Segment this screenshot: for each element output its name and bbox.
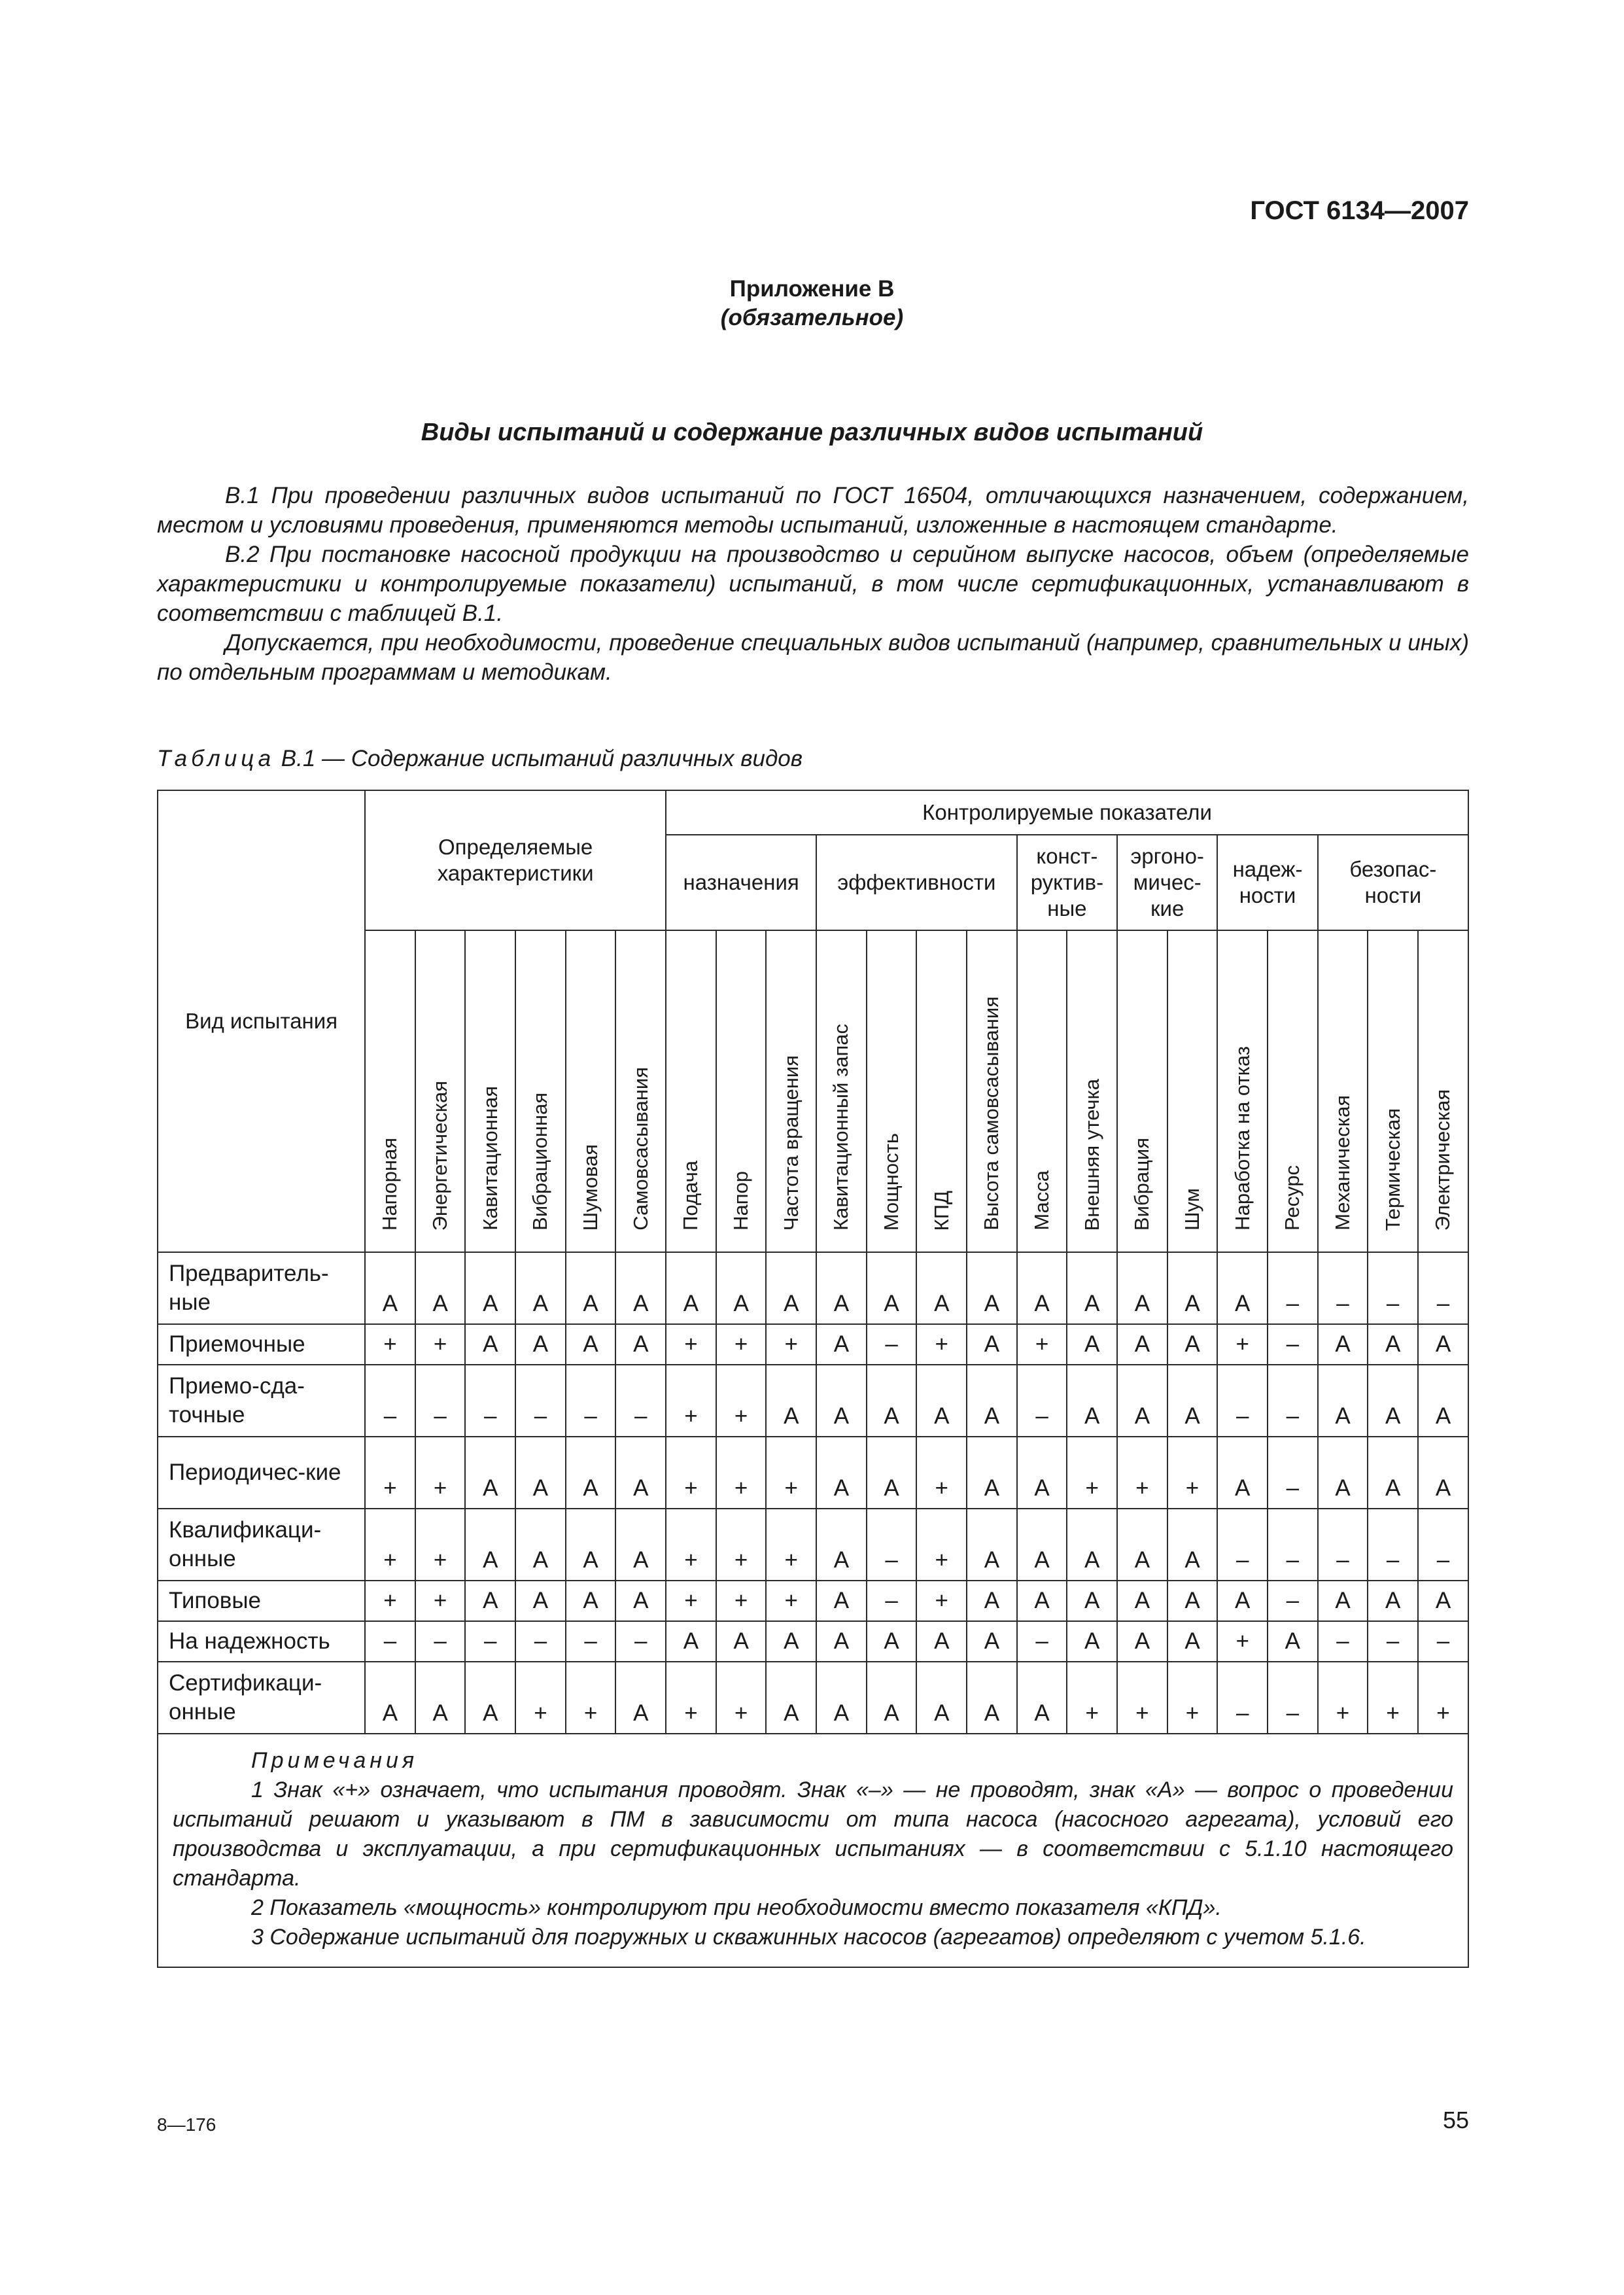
column-header-label: Вибрационная — [528, 1093, 552, 1231]
table-cell: А — [816, 1324, 867, 1365]
column-header — [766, 930, 816, 1252]
table-cell: + — [666, 1365, 716, 1437]
table-cell: – — [1217, 1509, 1268, 1581]
table-cell: А — [1167, 1252, 1218, 1324]
table-cell: + — [415, 1509, 466, 1581]
table-cell: – — [365, 1621, 415, 1662]
table-cell: А — [1067, 1621, 1117, 1662]
row-test-type: Типовые — [158, 1581, 365, 1621]
table-cell: – — [1268, 1662, 1318, 1734]
table-cell: А — [566, 1252, 616, 1324]
row-test-type: Приемо-сда-точные — [158, 1365, 365, 1437]
group-controlled: Контролируемые показатели — [666, 790, 1468, 835]
table-cell: А — [415, 1662, 466, 1734]
table-cell: – — [465, 1365, 515, 1437]
table-cell: + — [365, 1324, 415, 1365]
table-cell: А — [1067, 1324, 1117, 1365]
table-cell: А — [566, 1509, 616, 1581]
table-cell: А — [1418, 1437, 1468, 1509]
column-header — [1268, 930, 1318, 1252]
table-row — [158, 1437, 1468, 1509]
subgroup-reliability: надеж-ности — [1217, 835, 1317, 930]
table-cell: + — [1017, 1324, 1067, 1365]
table-cell: А — [465, 1252, 515, 1324]
table-cell: А — [916, 1621, 967, 1662]
table-cell: – — [1017, 1365, 1067, 1437]
table-cell: + — [766, 1509, 816, 1581]
table-cell: – — [465, 1621, 515, 1662]
table-cell: А — [615, 1509, 666, 1581]
table-cell: А — [1017, 1252, 1067, 1324]
column-header — [515, 930, 566, 1252]
table-cell: – — [1217, 1662, 1268, 1734]
table-cell: А — [1167, 1509, 1218, 1581]
table-cell: А — [465, 1509, 515, 1581]
table-cell: – — [515, 1621, 566, 1662]
table-cell: + — [916, 1581, 967, 1621]
table-cell: + — [916, 1509, 967, 1581]
table-cell: – — [1268, 1581, 1318, 1621]
table-cell: – — [1418, 1509, 1468, 1581]
table-cell: – — [615, 1621, 666, 1662]
column-header-label: Частота вращения — [779, 1055, 803, 1231]
table-cell: А — [816, 1662, 867, 1734]
table-row — [158, 1509, 1468, 1581]
table-cell: А — [465, 1662, 515, 1734]
table-cell: А — [967, 1509, 1017, 1581]
table-cell: – — [1318, 1509, 1368, 1581]
table-cell: А — [967, 1581, 1017, 1621]
tests-table — [157, 790, 1469, 1968]
column-header — [1368, 930, 1418, 1252]
table-cell: – — [415, 1621, 466, 1662]
column-header-label: Шумовая — [579, 1144, 602, 1231]
table-cell: + — [716, 1437, 767, 1509]
table-cell: А — [1318, 1324, 1368, 1365]
table-cell: – — [1318, 1621, 1368, 1662]
row-test-type: На надежность — [158, 1621, 365, 1662]
table-cell: А — [916, 1662, 967, 1734]
table-cell: + — [566, 1662, 616, 1734]
table-cell: А — [615, 1324, 666, 1365]
table-cell: А — [916, 1252, 967, 1324]
table-cell: А — [1067, 1365, 1117, 1437]
column-header — [1017, 930, 1067, 1252]
table-cell: А — [566, 1324, 616, 1365]
table-cell: + — [365, 1509, 415, 1581]
table-cell: + — [1318, 1662, 1368, 1734]
column-header — [566, 930, 616, 1252]
note-3: 3 Содержание испытаний для погружных и скважинных насосов (агрегатов) определяют с учетом 5.1.6. — [251, 1925, 1366, 1950]
table-cell: А — [1017, 1662, 1067, 1734]
column-header — [1418, 930, 1468, 1252]
table-cell: + — [716, 1662, 767, 1734]
table-cell: А — [716, 1621, 767, 1662]
table-cell: А — [967, 1324, 1017, 1365]
table-cell: А — [666, 1621, 716, 1662]
table-cell: + — [666, 1324, 716, 1365]
table-cell: А — [566, 1581, 616, 1621]
table-cell: А — [967, 1252, 1017, 1324]
table-cell: А — [515, 1252, 566, 1324]
table-cell: – — [615, 1365, 666, 1437]
table-caption-word: Таблица — [157, 746, 275, 771]
column-header-label: Напор — [729, 1171, 753, 1231]
table-cell: А — [816, 1365, 867, 1437]
row-test-type: Квалификаци-онные — [158, 1509, 365, 1581]
table-cell: + — [365, 1437, 415, 1509]
table-cell: + — [716, 1324, 767, 1365]
column-header — [465, 930, 515, 1252]
column-header-label: Термическая — [1381, 1108, 1404, 1231]
table-cell: А — [1368, 1437, 1418, 1509]
table-row — [158, 1662, 1468, 1734]
table-cell: – — [566, 1621, 616, 1662]
table-cell: – — [1418, 1621, 1468, 1662]
table-cell: + — [415, 1324, 466, 1365]
table-cell: – — [365, 1365, 415, 1437]
paragraph-b1: В.1 При проведении различных видов испытаний по ГОСТ 16504, отличающихся назначением, содержанием, местом и условиями проведения, применяются методы испытаний, изложенные в настоящем стандарте. — [157, 483, 1469, 538]
table-cell: А — [1368, 1365, 1418, 1437]
table-cell: + — [716, 1365, 767, 1437]
annex-status: (обязательное) — [720, 305, 904, 330]
table-cell: А — [1217, 1437, 1268, 1509]
table-cell: А — [1368, 1581, 1418, 1621]
subgroup-purpose: назначения — [666, 835, 816, 930]
column-header — [415, 930, 466, 1252]
table-cell: А — [415, 1252, 466, 1324]
table-cell: А — [1217, 1581, 1268, 1621]
table-cell: – — [1418, 1252, 1468, 1324]
table-cell: А — [816, 1621, 867, 1662]
table-cell: А — [716, 1252, 767, 1324]
table-cell: + — [716, 1509, 767, 1581]
print-code: 8—176 — [157, 2114, 216, 2135]
column-header-label: Самовсасывания — [629, 1067, 652, 1231]
note-2: 2 Показатель «мощность» контролируют при необходимости вместо показателя «КПД». — [251, 1895, 1222, 1920]
table-cell: А — [967, 1437, 1017, 1509]
column-header — [365, 930, 415, 1252]
table-cell: А — [1117, 1252, 1167, 1324]
column-header-label: Ресурс — [1281, 1165, 1304, 1231]
table-cell: + — [1418, 1662, 1468, 1734]
column-header-label: Внешняя утечка — [1080, 1078, 1103, 1231]
row-test-type: Периодичес-кие — [158, 1437, 365, 1509]
subgroup-ergonomic: эргоно-мичес-кие — [1117, 835, 1217, 930]
table-cell: А — [816, 1437, 867, 1509]
table-cell: А — [867, 1252, 917, 1324]
column-header — [666, 930, 716, 1252]
table-cell: А — [766, 1621, 816, 1662]
table-row — [158, 1252, 1468, 1324]
table-cell: – — [1017, 1621, 1067, 1662]
group-defined: Определяемые характеристики — [365, 790, 666, 930]
table-cell: А — [867, 1437, 917, 1509]
table-cell: А — [1117, 1509, 1167, 1581]
table-cell: + — [666, 1437, 716, 1509]
table-cell: А — [766, 1365, 816, 1437]
column-header — [1167, 930, 1218, 1252]
table-cell: А — [515, 1509, 566, 1581]
table-cell: – — [867, 1324, 917, 1365]
column-header-label: Масса — [1030, 1170, 1054, 1231]
table-caption-text: В.1 — Содержание испытаний различных видов — [275, 746, 803, 771]
table-cell: А — [515, 1437, 566, 1509]
table-cell: + — [365, 1581, 415, 1621]
table-cell: – — [566, 1365, 616, 1437]
table-cell: + — [666, 1581, 716, 1621]
table-cell: + — [1217, 1621, 1268, 1662]
table-cell: А — [615, 1252, 666, 1324]
column-header-label: Наработка на отказ — [1230, 1046, 1254, 1231]
annex-title: Виды испытаний и содержание различных видов испытаний — [421, 419, 1203, 446]
column-header — [716, 930, 767, 1252]
annex-heading — [0, 275, 1624, 332]
subgroup-safety: безопас-ности — [1318, 835, 1468, 930]
table-cell: А — [816, 1252, 867, 1324]
table-cell: А — [816, 1581, 867, 1621]
table-cell: А — [1318, 1581, 1368, 1621]
table-cell: А — [615, 1437, 666, 1509]
annex-label: Приложение В — [729, 276, 895, 302]
table-cell: А — [867, 1621, 917, 1662]
column-header — [816, 930, 867, 1252]
table-cell: А — [1017, 1509, 1067, 1581]
table-cell: А — [1418, 1581, 1468, 1621]
table-cell: – — [1268, 1324, 1318, 1365]
table-cell: А — [515, 1581, 566, 1621]
table-cell: А — [365, 1252, 415, 1324]
table-cell: А — [916, 1365, 967, 1437]
table-cell: – — [1268, 1365, 1318, 1437]
table-cell: – — [515, 1365, 566, 1437]
column-header — [967, 930, 1017, 1252]
subgroup-efficiency: эффективности — [816, 835, 1017, 930]
table-cell: А — [967, 1365, 1017, 1437]
subgroup-design: конст-руктив-ные — [1017, 835, 1117, 930]
table-cell: А — [465, 1437, 515, 1509]
column-header — [1067, 930, 1117, 1252]
table-cell: А — [867, 1662, 917, 1734]
table-cell: – — [1318, 1252, 1368, 1324]
column-header — [1117, 930, 1167, 1252]
column-header-label: Энергетическая — [428, 1080, 452, 1231]
table-cell: + — [1117, 1662, 1167, 1734]
table-cell: А — [1017, 1437, 1067, 1509]
column-header-label: Шум — [1181, 1188, 1204, 1231]
note-1: 1 Знак «+» означает, что испытания проводят. Знак «–» — не проводят, знак «А» — вопрос о проведении испытаний решают и указывают в ПМ в зависимости от типа насоса (насосного агрегата), условий его производства и эксплуатации, а при сертификационных испытаниях — в соответствии с 5.1.10 настоящего стандарта. — [173, 1778, 1453, 1891]
table-cell: + — [1067, 1662, 1117, 1734]
table-cell: А — [1318, 1437, 1368, 1509]
table-cell: + — [1067, 1437, 1117, 1509]
column-header-label: Вибрация — [1130, 1137, 1154, 1231]
column-header-label: КПД — [929, 1190, 953, 1231]
column-header — [615, 930, 666, 1252]
table-cell: + — [916, 1324, 967, 1365]
table-cell: А — [615, 1662, 666, 1734]
table-cell: – — [415, 1365, 466, 1437]
table-cell: + — [766, 1324, 816, 1365]
column-header — [867, 930, 917, 1252]
column-header-label: Мощность — [880, 1132, 903, 1231]
table-row — [158, 1324, 1468, 1365]
column-header-label: Высота самовсасывания — [980, 996, 1003, 1231]
table-cell: – — [1268, 1252, 1318, 1324]
table-cell: А — [1167, 1581, 1218, 1621]
paragraph-b2: В.2 При постановке насосной продукции на производство и серийном выпуске насосов, объем (определяемые характеристики и контролируемые показатели) испытаний, в том числе сертификационных, устанавливают в соответствии с таблицей В.1. — [157, 542, 1469, 626]
table-cell: А — [1217, 1252, 1268, 1324]
table-cell: А — [1368, 1324, 1418, 1365]
row-test-type: Сертификаци-онные — [158, 1662, 365, 1734]
table-cell: – — [1217, 1365, 1268, 1437]
table-cell: А — [867, 1365, 917, 1437]
row-test-type: Приемочные — [158, 1324, 365, 1365]
table-cell: А — [465, 1324, 515, 1365]
table-notes — [158, 1734, 1468, 1967]
intro-text — [157, 481, 1469, 687]
table-cell: + — [515, 1662, 566, 1734]
table-cell: + — [916, 1437, 967, 1509]
table-cell: + — [1167, 1437, 1218, 1509]
table-cell: + — [1167, 1662, 1218, 1734]
column-header-label: Электрическая — [1431, 1089, 1455, 1231]
table-cell: + — [1217, 1324, 1268, 1365]
table-cell: – — [1368, 1621, 1418, 1662]
notes-heading: Примечания — [251, 1748, 419, 1773]
table-cell: А — [1418, 1365, 1468, 1437]
table-cell: А — [465, 1581, 515, 1621]
table-cell: А — [1117, 1621, 1167, 1662]
table-cell: А — [1067, 1581, 1117, 1621]
column-header — [1318, 930, 1368, 1252]
table-cell: А — [1117, 1324, 1167, 1365]
table-cell: – — [867, 1509, 917, 1581]
table-cell: + — [666, 1662, 716, 1734]
table-cell: – — [1368, 1509, 1418, 1581]
table-cell: – — [867, 1581, 917, 1621]
table-cell: А — [1067, 1509, 1117, 1581]
table-row — [158, 1365, 1468, 1437]
row-header: Вид испытания — [158, 790, 365, 1252]
table-cell: А — [766, 1662, 816, 1734]
table-cell: А — [1117, 1581, 1167, 1621]
table-cell: А — [1167, 1621, 1218, 1662]
column-header-label: Подача — [679, 1161, 702, 1231]
table-cell: – — [1268, 1437, 1318, 1509]
table-cell: А — [666, 1252, 716, 1324]
table-cell: + — [766, 1437, 816, 1509]
table-cell: А — [1418, 1324, 1468, 1365]
column-header-label: Кавитационная — [478, 1086, 502, 1231]
table-cell: – — [1368, 1252, 1418, 1324]
table-row — [158, 1581, 1468, 1621]
column-header — [1217, 930, 1268, 1252]
table-cell: А — [615, 1581, 666, 1621]
table-cell: А — [1167, 1365, 1218, 1437]
table-cell: А — [766, 1252, 816, 1324]
row-test-type: Предваритель-ные — [158, 1252, 365, 1324]
column-header-label: Кавитационный запас — [829, 1024, 853, 1231]
table-cell: + — [1368, 1662, 1418, 1734]
standard-code: ГОСТ 6134—2007 — [1250, 196, 1469, 225]
table-cell: + — [766, 1581, 816, 1621]
table-cell: А — [566, 1437, 616, 1509]
table-cell: + — [1117, 1437, 1167, 1509]
table-cell: А — [1268, 1621, 1318, 1662]
table-cell: А — [1117, 1365, 1167, 1437]
table-cell: – — [1268, 1509, 1318, 1581]
table-cell: + — [415, 1437, 466, 1509]
paragraph-allowed: Допускается, при необходимости, проведение специальных видов испытаний (например, сравнительных и иных) по отдельным программам и методикам. — [157, 630, 1469, 685]
table-cell: А — [967, 1621, 1017, 1662]
page-number: 55 — [1442, 2107, 1469, 2133]
table-cell: А — [515, 1324, 566, 1365]
table-cell: + — [415, 1581, 466, 1621]
table-cell: А — [1318, 1365, 1368, 1437]
table-cell: + — [666, 1509, 716, 1581]
table-cell: А — [1067, 1252, 1117, 1324]
table-cell: А — [816, 1509, 867, 1581]
table-caption — [157, 746, 803, 772]
column-header-label: Напорная — [378, 1137, 402, 1231]
table-cell: А — [967, 1662, 1017, 1734]
table-row — [158, 1621, 1468, 1662]
column-header — [916, 930, 967, 1252]
column-header-label: Механическая — [1331, 1095, 1354, 1231]
table-cell: А — [365, 1662, 415, 1734]
table-cell: А — [1017, 1581, 1067, 1621]
table-cell: А — [1167, 1324, 1218, 1365]
table-cell: + — [716, 1581, 767, 1621]
